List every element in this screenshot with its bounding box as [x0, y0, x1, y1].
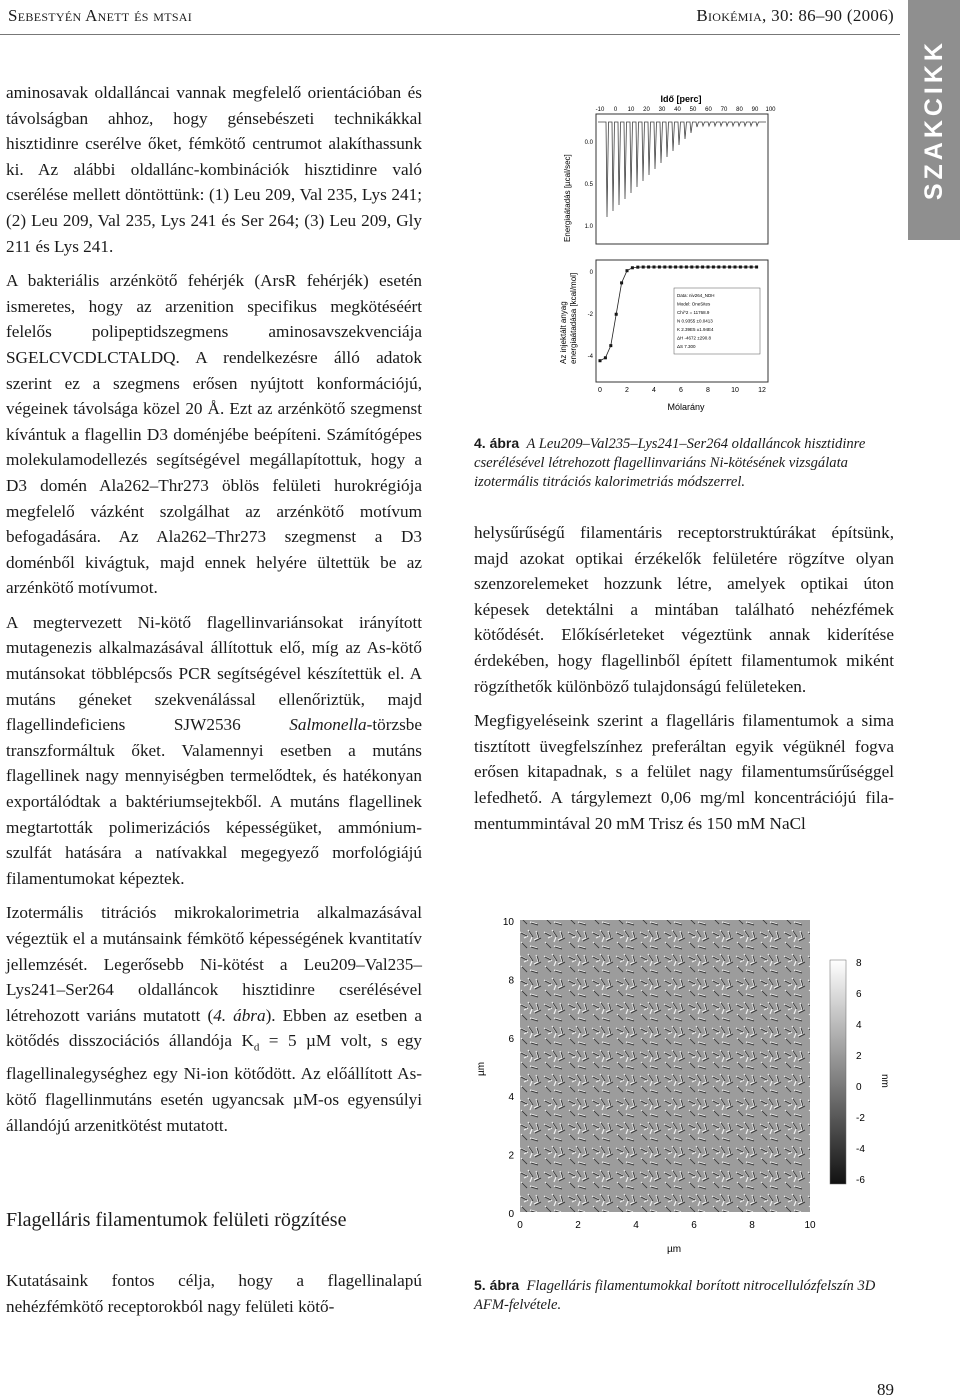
- paragraph: Izotermális titrációs mikrokalorimetria alkalmazásával végeztük el a mutánsaink fémkötő képességének kvantitatív jellemzését. Legerősebb Ni-kötést a Leu209–Val235–Lys241–Ser264 oldalláncok hisztidinre cserélésével létrehozott variáns mutatott (4. ábra). Ebben az esetben a kötődés disszociációs állandója $K_d = 5$ µM volt, s egy flagellinalegységhez egy Ni-ion kötődött. Az előállított As-kötő flagellinmutáns esetén ugyancsak µM-os egyensúlyi állandójú arzenitkötést mutatott.: [6, 903, 423, 1135]
- fig4-bottom-xtick: 4: [652, 387, 656, 394]
- section-tab: [908, 0, 960, 240]
- fig4-top-xtick: 90: [751, 107, 759, 113]
- fit-box-line: N 0.9355 ±0.0413: [677, 318, 713, 324]
- fig4-top-xtick: 20: [643, 107, 650, 113]
- paragraph: helysűrűségű filamentáris receptorstruktúrákat építsünk, majd azokat optikai érzékelők felületére rögzítve olyan szenzorelemeket hozzunk létre, amelyek optikai úton képesek detektálni a mintában található nehézfémek kötődését. Előkísérleteket végeztünk annak kiderítése érdekében, hogy flagellinből épített filamentumok miként rögzíthetők különböző tulajdonságú felületeken.: [474, 523, 894, 696]
- fig4-bottom-xtick: 2: [625, 387, 629, 394]
- fig4-top-xtick: 50: [689, 107, 697, 113]
- afm-ytick: 4: [508, 1092, 514, 1104]
- fig4-bottom-ylabel: Az injektált anyagenergiaátadása [kcal/mol]: [559, 272, 578, 364]
- figure-5-afm: [470, 904, 900, 1264]
- fig4-top-xtick: 80: [736, 107, 743, 113]
- afm-ytick: 6: [508, 1033, 514, 1045]
- fig4-top-xtick: 60: [705, 107, 712, 113]
- section-body: Kutatásaink fontos célja, hogy a flagellinalapú nehézfémkötő receptorokból nagy felületi kötő-: [6, 1271, 422, 1316]
- fit-box-line: ΔH -4672 ±290.8: [677, 335, 711, 341]
- afm-xtick: 4: [633, 1220, 639, 1231]
- afm-xtick: 8: [749, 1220, 755, 1231]
- afm-xlabel: µm: [666, 1244, 682, 1255]
- section-tab-label: SZAKCIKK: [919, 39, 948, 201]
- fig4-top-ytick: 1.0: [584, 224, 593, 230]
- paragraph: Megfigyeléseink szerint a flagelláris filamentumok a sima tisztított üvegfelszínhez preferáltan egyik végüknél fogva erősen kitapadnak, s a felület nagy filamentumsűrűséggel lefedhető. A tárgylemezt 0,06 mg/ml koncentrációjú filamentummintával 20 mM Trisz és 150 mM NaCl: [474, 711, 894, 833]
- afm-scale-tick: 6: [856, 989, 862, 1000]
- figure-reference[interactable]: 4. ábra: [213, 1005, 266, 1025]
- afm-scale-tick: 0: [856, 1082, 862, 1093]
- fig4-top-xlabel: Idő [perc]: [660, 94, 702, 104]
- running-header-journal: Biokémia, 30: 86–90 (2006): [696, 6, 894, 25]
- afm-ytick: 0: [508, 1209, 514, 1220]
- afm-colorbar: [830, 960, 846, 1184]
- afm-scale-tick: 8: [856, 958, 862, 969]
- fig4-top-xtick: -10: [595, 107, 605, 113]
- fig4-top-ytick: 0.0: [584, 140, 593, 146]
- fig4-bottom-ytick: 0: [589, 270, 593, 276]
- fig4-top-xtick: 100: [765, 107, 776, 113]
- fig4-bottom-xtick: 0: [598, 387, 602, 394]
- section-heading: Flagelláris filamentumok felületi rögzítése: [6, 1209, 347, 1231]
- fig4-bottom-xlabel: Mólarány: [667, 402, 705, 412]
- afm-ytick: 10: [502, 917, 514, 928]
- afm-xtick: 2: [575, 1220, 581, 1231]
- fig4-bottom-xtick: 12: [758, 387, 766, 394]
- page-number: 89: [877, 1380, 894, 1399]
- fig4-bottom-xtick: 6: [679, 387, 683, 394]
- afm-ytick: 2: [508, 1150, 514, 1162]
- fig4-top-ytick: 0.5: [584, 182, 593, 188]
- afm-scale-tick: 2: [856, 1051, 862, 1062]
- afm-scale-tick: -4: [856, 1144, 865, 1155]
- right-column: [474, 520, 894, 845]
- paragraph: A bakteriális arzénkötő fehérjék (ArsR fehérjék) esetén ismeretes, hogy az arzenition specifikus megkötéséért felelős polipeptidszegmens aminosavszekvenciája SGELCVCDLCTALDQ. A rendelkezésre álló adatok szerint ez a szegmens erősen nyújtott konformációjú, végeinek távolsága közel 20 Å. Ezt az arzénkötő szegmenst kívántuk a flagellin D3 doménjébe beépíteni. Számítógépes molekulamodellezés segítségével megállapítottuk, hogy a D3 domén Ala262–Thr273 öblös felületi hurokrégiója megfelelő vázként szolgálhat az arzénkötő motívum befogadására. Az Ala262–Thr273 szegmenst a D3 doménből kivágtuk, majd ennek helyére ültettük be az arzénkötő motívumot.: [6, 271, 422, 598]
- paragraph: aminosavak oldalláncai vannak megfelelő orientációban és távolságban ahhoz, hogy génsebészeti technikákkal hisztidinre cserélve őket, fémkötő centrumot alakíthassunk ki. Az alábbi oldallánc-kombinációk hisztidinre való cserélése mellett döntöttünk: (1) Leu 209, Val 235, Lys 241; (2) Leu 209, Val 235, Lys 241 és Ser 264; (3) Leu 209, Gly 211 és Lys 241.: [6, 83, 422, 256]
- fit-box-line: K 2.39E5 ±1.94E4: [677, 327, 714, 332]
- afm-xtick: 10: [804, 1220, 816, 1231]
- header-rule: [0, 34, 900, 35]
- afm-scale-label: nm: [879, 1074, 890, 1088]
- figure-4-itc: [556, 92, 776, 422]
- fig4-top-panel: [596, 114, 768, 244]
- afm-scale-tick: -6: [856, 1175, 865, 1186]
- afm-ytick: 8: [508, 975, 514, 987]
- afm-ylabel: µm: [476, 1061, 487, 1076]
- fig4-fit-box: [674, 288, 760, 354]
- paragraph: A megtervezett Ni-kötő flagellinvariánsokat irányított mutagenezis alkalmazásával állítottuk elő, míg az As-kötő mutánsokat többlépcsős PCR segítségével készítettük el. A mutáns géneket szekvenálással ellenőriztük, majd flagellindeficiens SJW2536 Salmonella-törzsbe transzformáltuk őket. Valamennyi esetben a mutáns flagellinek nagy mennyiségben termelődtek, és hatékonyan exportálódtak a baktériumsejtekből. A mutáns flagellinek megtartották polimerizációs képességüket, ammóniumszulfát hatására a natívakkal megegyező morfológiájú filamentumokat képeztek.: [6, 612, 422, 888]
- fig4-top-xtick: 70: [720, 107, 728, 113]
- fig4-bottom-xtick: 8: [706, 387, 710, 394]
- fig4-bottom-xtick: 10: [731, 387, 739, 394]
- fig4-bottom-ytick: -2: [587, 312, 593, 318]
- afm-image: [520, 920, 810, 1212]
- figure-5-caption: 5. ábra Flagelláris filamentumokkal borított nitrocellulózfelszín 3D AFM-felvétele.: [474, 1277, 876, 1313]
- figure-4-caption: 4. ábra A Leu209–Val235–Lys241–Ser264 oldalláncok hisztidinre cserélésével létrehozott flagellinvariáns Ni-kötésének vizsgálata izotermális titrációs kalorimetriás módszerrel.: [474, 435, 866, 490]
- left-column: [6, 80, 422, 1147]
- afm-xtick: 0: [517, 1220, 523, 1231]
- afm-xtick: 6: [691, 1220, 697, 1231]
- fit-box-line: Model: OneSites: [677, 301, 711, 307]
- fig4-top-xtick: 0: [613, 107, 618, 113]
- fig4-top-xtick: 30: [658, 107, 666, 113]
- fit-box-line: ΔS 7.300: [677, 344, 696, 349]
- afm-scale-tick: 4: [856, 1020, 862, 1031]
- fig4-bottom-ytick: -4: [587, 354, 593, 360]
- running-header-authors: Sebestyén Anett és mtsai: [8, 6, 193, 25]
- fig4-top-ylabel: Energiaátadás [µcal/sec]: [563, 154, 572, 242]
- fig4-top-xtick: 10: [627, 107, 635, 113]
- fit-box-line: Chi^2 = 11768.9: [677, 310, 710, 315]
- afm-scale-tick: -2: [856, 1113, 865, 1124]
- fig4-top-xtick: 40: [674, 107, 681, 113]
- fit-box-line: Data: niv264_NDH: [677, 293, 715, 298]
